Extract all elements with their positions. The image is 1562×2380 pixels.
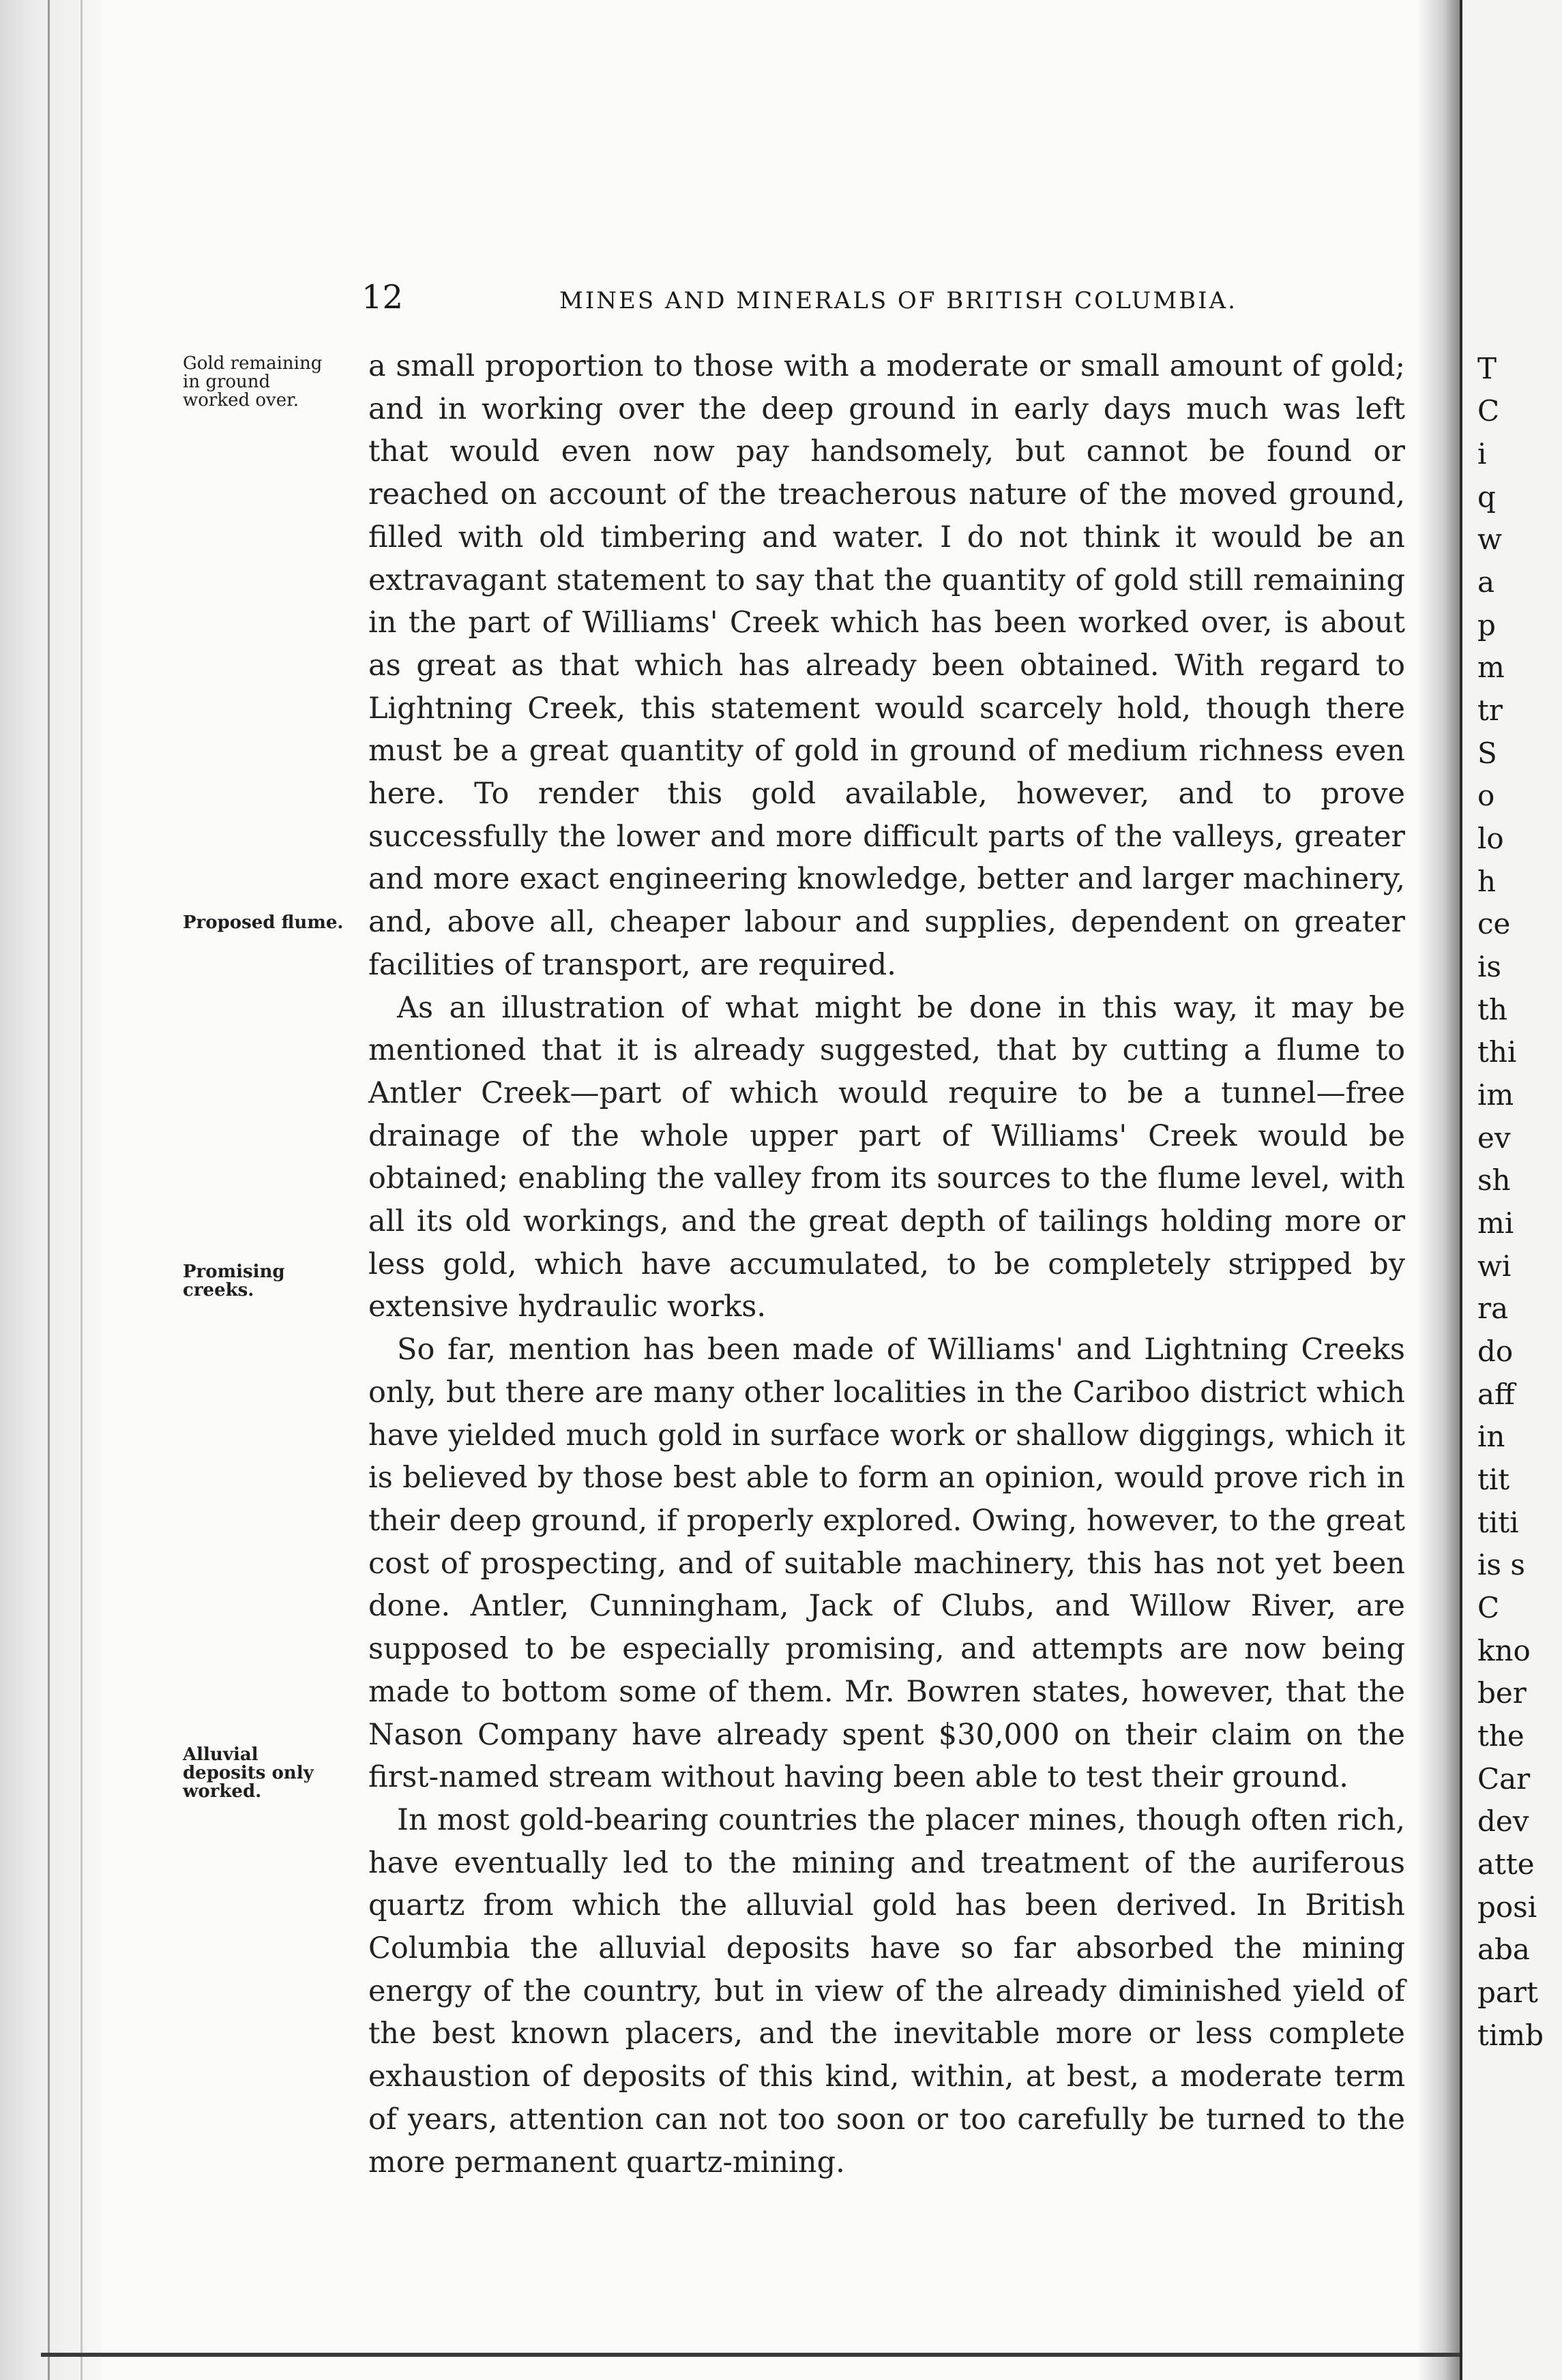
adjacent-page-fragment: p bbox=[1477, 608, 1496, 642]
adjacent-page-fragment: thi bbox=[1477, 1035, 1517, 1069]
gutter-line bbox=[48, 0, 50, 2380]
adjacent-page-fragment: T bbox=[1477, 352, 1497, 385]
adjacent-page-fragment: m bbox=[1477, 651, 1505, 684]
body-text bbox=[368, 345, 1405, 2184]
page-bottom-edge bbox=[41, 2353, 1460, 2357]
paragraph: a small proportion to those with a moderate or small amount of gold; and in working over the deep ground in early days much was left that would even now pay handsomely, but cannot be found or reached on account of the treacherous nature of the moved ground, filled with old timbering and water. I do not think it would be an extravagant statement to say that the quantity of gold still remaining in the part of Williams' Creek which has been worked over, is about as great as that which has already been obtained. With regard to Lightning Creek, this statement would scarcely hold, though there must be a great quantity of gold in ground of medium richness even here. To render this gold available, however, and to prove successfully the lower and more difficult parts of the valleys, greater and more exact engineering knowledge, better and larger machinery, and, above all, cheaper labour and supplies, dependent on greater facilities of transport, are required. bbox=[368, 349, 1405, 982]
adjacent-page-fragment: a bbox=[1477, 565, 1495, 599]
adjacent-page-fragment: C bbox=[1477, 1591, 1500, 1624]
adjacent-page-fragment: titi bbox=[1477, 1506, 1519, 1539]
adjacent-page-fragment: aff bbox=[1477, 1378, 1515, 1411]
adjacent-page-fragment: timb bbox=[1477, 2019, 1544, 2052]
binding-gutter bbox=[0, 0, 102, 2380]
adjacent-page-fragment: sh bbox=[1477, 1163, 1511, 1197]
side-note-proposed-flume: Proposed flume. bbox=[183, 912, 344, 933]
adjacent-page-fragment: tr bbox=[1477, 694, 1503, 727]
adjacent-page-fragment: im bbox=[1477, 1078, 1514, 1112]
adjacent-page-fragment: part bbox=[1477, 1976, 1538, 2009]
adjacent-page-fragment: S bbox=[1477, 737, 1497, 770]
adjacent-page-fragment: o bbox=[1477, 779, 1495, 812]
adjacent-page-fragment: is s bbox=[1477, 1548, 1525, 1581]
adjacent-page-fragment: is bbox=[1477, 950, 1501, 983]
adjacent-page-fragment: ra bbox=[1477, 1292, 1509, 1325]
adjacent-page-fragment: ber bbox=[1477, 1676, 1527, 1710]
running-head: MINES AND MINERALS OF BRITISH COLUMBIA. bbox=[559, 287, 1237, 314]
adjacent-page-fragment: q bbox=[1477, 480, 1496, 514]
adjacent-page-fragment: h bbox=[1477, 865, 1497, 898]
adjacent-page-fragment: w bbox=[1477, 522, 1502, 556]
page-number: 12 bbox=[362, 278, 404, 316]
paragraph: So far, mention has been made of Williams' and Lightning Creeks only, but there are many other localities in the Cariboo district which have yielded much gold in surface work or shallow diggings, which it is believed by those best able to form an opinion, would prove rich in their deep ground, if properly explored. Owing, however, to the great cost of prospecting, and of suitable machinery, this has not yet been done. Antler, Cunningham, Jack of Clubs, and Willow River, are supposed to be especially promising, and attempts are now being made to bottom some of them. Mr. Bowren states, however, that the Nason Company have already spent $30,000 on their claim on the first-named stream without having been able to test their ground. bbox=[368, 1333, 1405, 1795]
adjacent-page-fragment: posi bbox=[1477, 1890, 1537, 1924]
paragraph: As an illustration of what might be done in this way, it may be mentioned that it is already suggested, that by cutting a flume to Antler Creek—part of which would require to be a tunnel—free drainage of the whole upper part of Williams' Creek would be obtained; enabling the valley from its sources to the flume level, with all its old workings, and the great depth of tailings holding more or less gold, which have accumulated, to be completely stripped by extensive hydraulic works. bbox=[368, 990, 1405, 1324]
adjacent-page-fragment: tit bbox=[1477, 1463, 1510, 1496]
adjacent-page-fragment: in bbox=[1477, 1420, 1505, 1453]
paragraph: In most gold-bearing countries the placer mines, though often rich, have eventually led to the mining and treatment of the auriferous quartz from which the alluvial gold has been derived. In British Columbia the alluvial deposits have so far absorbed the mining energy of the country, but in view of the already diminished yield of the best known placers, and the inevitable more or less complete exhaustion of deposits of this kind, within, at best, a moderate term of years, attention can not too soon or too carefully be turned to the more permanent quartz-mining. bbox=[368, 1802, 1405, 2180]
adjacent-page-fragment: atte bbox=[1477, 1847, 1535, 1881]
adjacent-page-fragment: do bbox=[1477, 1335, 1514, 1368]
adjacent-page-fragment: i bbox=[1477, 437, 1487, 471]
adjacent-page-fragment: mi bbox=[1477, 1206, 1514, 1240]
adjacent-page-fragment: ce bbox=[1477, 907, 1511, 940]
adjacent-page-fragment: C bbox=[1477, 394, 1500, 428]
adjacent-page-fragment: kno bbox=[1477, 1634, 1531, 1667]
side-note-gold-remaining: Gold remaining in ground worked over. bbox=[183, 353, 323, 411]
page-fold-shadow bbox=[1419, 0, 1460, 2380]
adjacent-page-edge bbox=[1460, 0, 1562, 2380]
adjacent-page-fragment: th bbox=[1477, 993, 1507, 1026]
adjacent-page-fragment: Car bbox=[1477, 1762, 1531, 1796]
adjacent-page-fragment: dev bbox=[1477, 1804, 1529, 1838]
adjacent-page-fragment: lo bbox=[1477, 822, 1504, 855]
adjacent-page-fragment: aba bbox=[1477, 1933, 1530, 1966]
side-note-alluvial-deposits: Alluvial deposits only worked. bbox=[183, 1744, 314, 1802]
adjacent-page-fragment: the bbox=[1477, 1719, 1524, 1753]
gutter-line bbox=[80, 0, 83, 2380]
side-note-promising-creeks: Promising creeks. bbox=[183, 1262, 285, 1300]
adjacent-page-fragment: ev bbox=[1477, 1121, 1511, 1155]
adjacent-page-fragment: wi bbox=[1477, 1249, 1512, 1283]
